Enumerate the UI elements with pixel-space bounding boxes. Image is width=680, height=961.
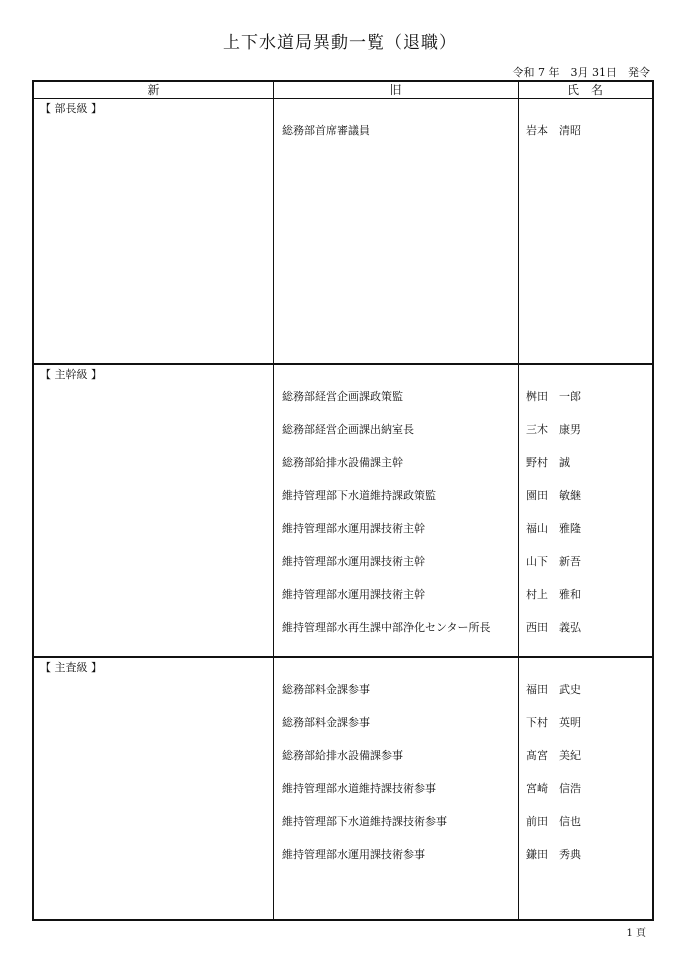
header-old: 旧 [389,83,402,97]
section-label: 【 主幹級 】 [40,368,102,381]
person-name: 山下 新吾 [526,555,581,568]
header-name: 氏 名 [566,83,603,97]
old-position: 総務部給排水設備課主幹 [282,456,403,469]
old-position: 総務部料金課参事 [282,683,370,696]
person-name: 岩本 清昭 [526,124,581,137]
section-label: 【 主査級 】 [40,661,102,674]
old-position: 維持管理部水運用課技術参事 [282,848,425,861]
person-name: 福山 雅隆 [526,522,581,535]
old-position: 総務部給排水設備課参事 [282,749,403,762]
old-position: 総務部経営企画課出納室長 [282,423,414,436]
old-position: 維持管理部下水道維持課政策監 [282,489,436,502]
section-divider [34,363,652,365]
page-number: 1 頁 [626,928,646,939]
person-name: 宮崎 信浩 [526,782,581,795]
section-label: 【 部長級 】 [40,102,102,115]
person-name: 鎌田 秀典 [526,848,581,861]
header-divider [34,98,652,99]
old-position: 維持管理部水再生課中部浄化センター所長 [282,621,491,634]
section-divider [34,656,652,658]
old-position: 総務部経営企画課政策監 [282,390,403,403]
old-position: 維持管理部水運用課技術主幹 [282,588,425,601]
person-name: 下村 英明 [526,716,581,729]
column-divider [518,82,519,919]
person-name: 桝田 一郎 [526,390,581,403]
person-name: 髙宮 美紀 [526,749,581,762]
person-name: 園田 敏継 [526,489,581,502]
old-position: 総務部首席審議員 [282,124,370,137]
page-title: 上下水道局異動一覧（退職） [223,33,457,53]
person-name: 村上 雅和 [526,588,581,601]
person-name: 前田 信也 [526,815,581,828]
issue-date: 令和 7 年 3月 31日 発令 [512,66,650,79]
old-position: 維持管理部水運用課技術主幹 [282,522,425,535]
person-name: 野村 誠 [526,456,570,469]
old-position: 維持管理部下水道維持課技術参事 [282,815,447,828]
transfer-table [32,80,654,921]
column-divider [273,82,274,919]
person-name: 三木 康男 [526,423,581,436]
header-new: 新 [147,83,160,97]
person-name: 西田 義弘 [526,621,581,634]
person-name: 福田 武史 [526,683,581,696]
old-position: 維持管理部水道維持課技術参事 [282,782,436,795]
old-position: 維持管理部水運用課技術主幹 [282,555,425,568]
old-position: 総務部料金課参事 [282,716,370,729]
